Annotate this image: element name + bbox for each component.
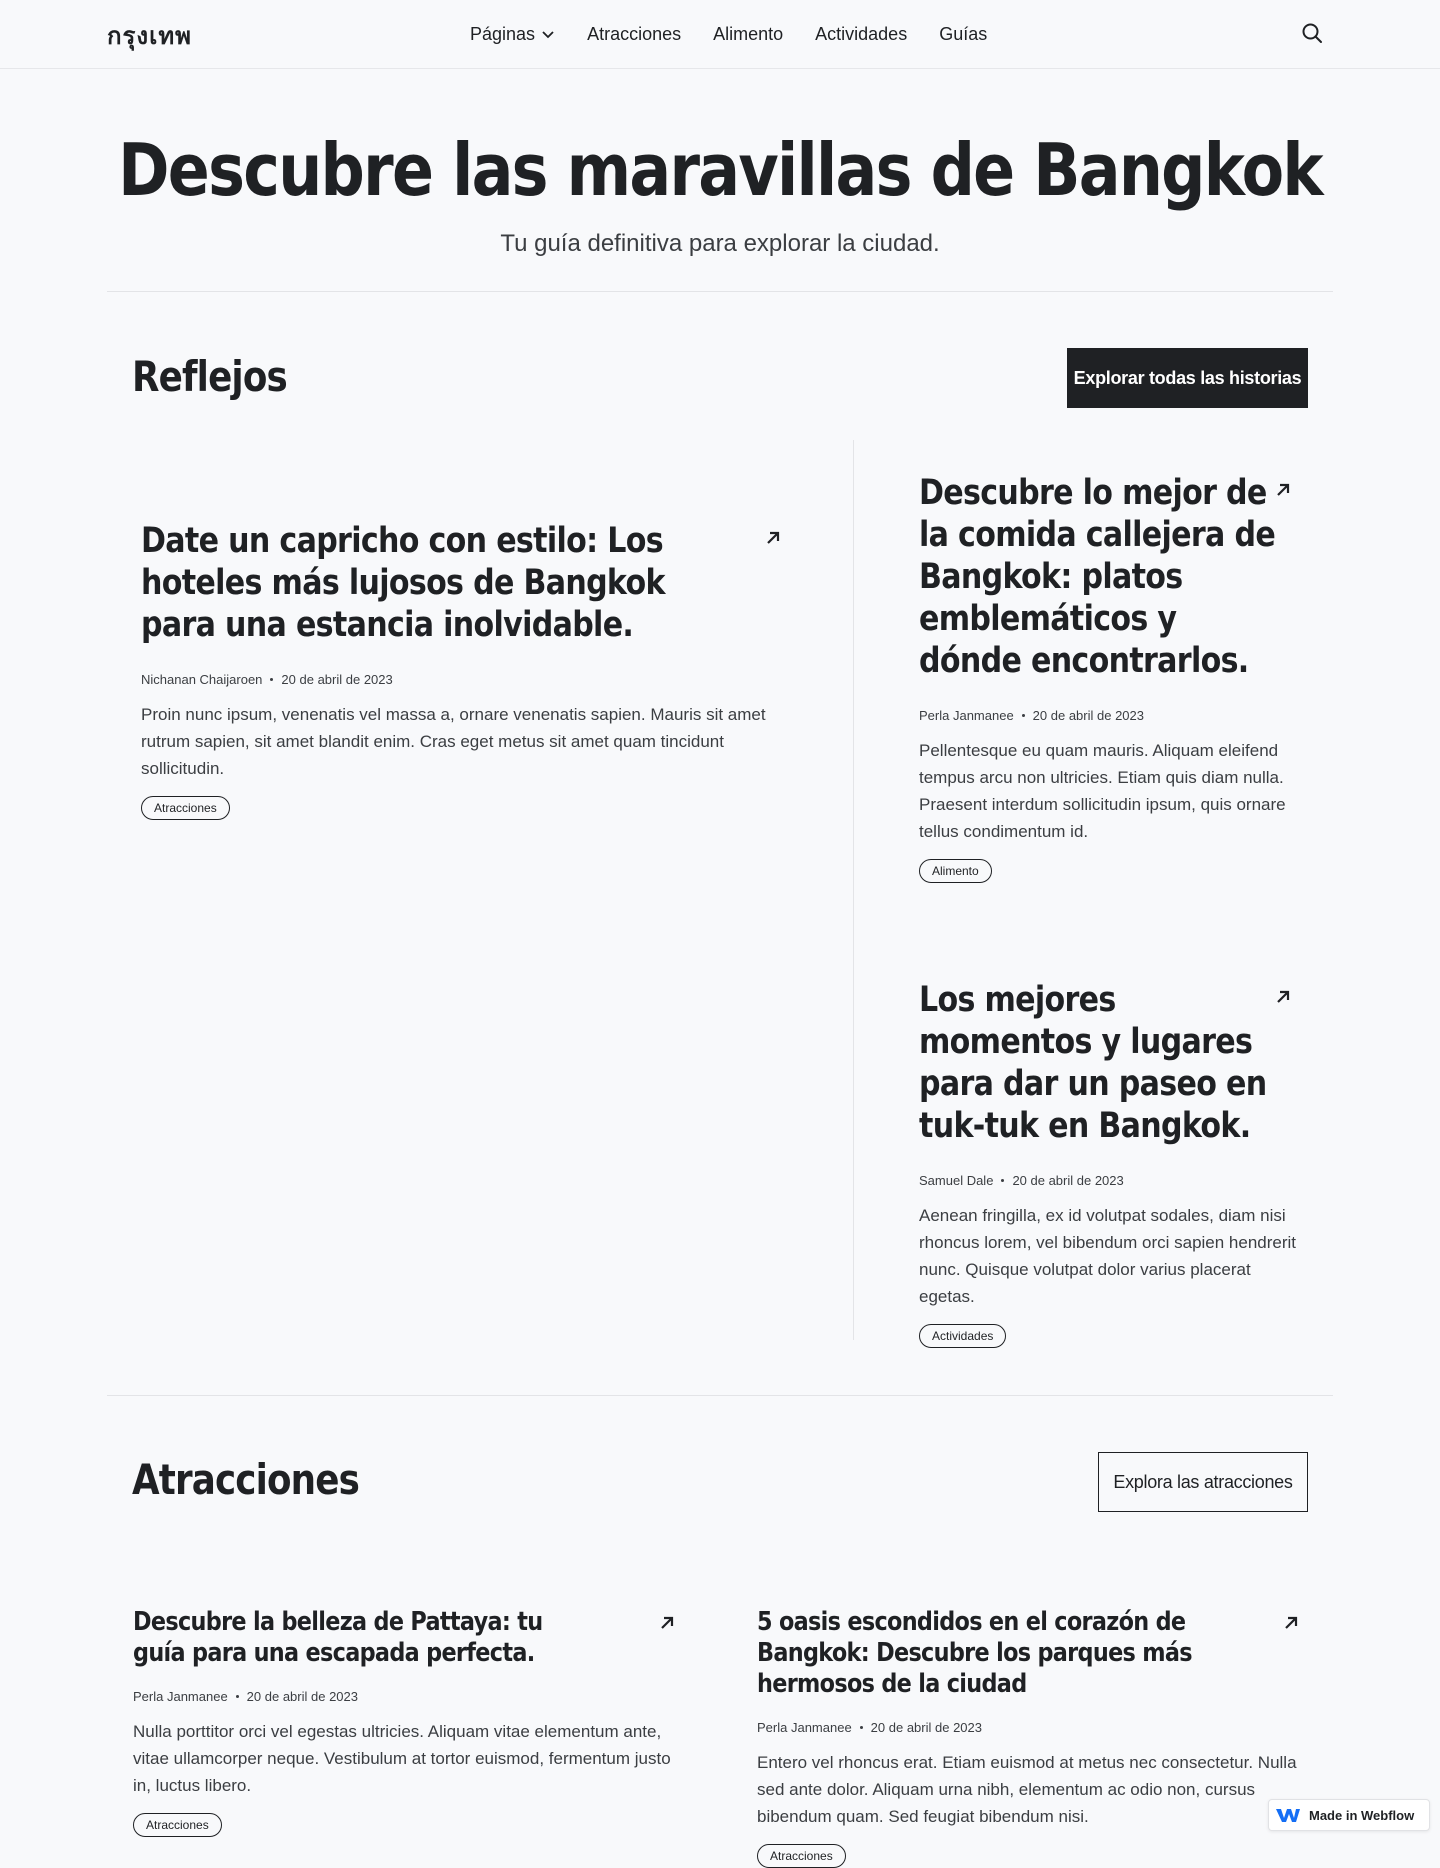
card-excerpt: Nulla porttitor orci vel egestas ultricies. Aliquam vitae elementum ante, vitae ullamcorper neque. Vestibulum at tortor euismod, fermentum justo in, luctus libero. — [133, 1722, 671, 1795]
card-tag[interactable]: Atracciones — [133, 1813, 222, 1837]
nav-item-attractions[interactable]: Atracciones — [587, 23, 682, 44]
nav-links — [470, 20, 987, 48]
brand-logo[interactable]: กรุงเทพ — [107, 22, 192, 50]
explore-all-stories-button[interactable]: Explorar todas las historias — [1067, 348, 1308, 408]
card-date: 20 de abril de 2023 — [246, 1689, 358, 1704]
highlight-card — [141, 520, 791, 820]
arrow-up-right-icon[interactable] — [1273, 480, 1293, 500]
meta-separator — [236, 1695, 239, 1698]
webflow-logo-icon — [1275, 1806, 1301, 1824]
card-author: Samuel Dale — [919, 1173, 994, 1188]
search-icon[interactable] — [1300, 21, 1324, 45]
card-meta — [919, 1173, 1309, 1188]
column-divider — [853, 440, 854, 1340]
card-author: Nichanan Chaijaroen — [141, 672, 263, 687]
nav-item-label: Páginas — [470, 23, 536, 44]
highlights-title: Reflejos — [132, 352, 287, 401]
nav-item-guides[interactable]: Guías — [939, 23, 988, 44]
arrow-up-right-icon[interactable] — [1273, 987, 1293, 1007]
card-excerpt: Aenean fringilla, ex id volutpat sodales, diam nisi rhoncus lorem, vel bibendum orci sapien hendrerit nunc. Quisque volutpat dolor varius placerat egetas. — [919, 1206, 1297, 1306]
card-meta — [141, 672, 791, 687]
card-excerpt: Pellentesque eu quam mauris. Aliquam eleifend tempus arcu non ultricies. Etiam quis diam nulla. Praesent interdum sollicitudin ipsum, quis ornare tellus condimentum id. — [919, 741, 1286, 841]
card-date: 20 de abril de 2023 — [1012, 1173, 1124, 1188]
card-author: Perla Janmanee — [919, 708, 1014, 723]
divider — [107, 1395, 1333, 1396]
card-title[interactable]: Date un capricho con estilo: Los hoteles más lujosos de Bangkok para una estancia inolvidable. — [141, 521, 665, 645]
card-excerpt: Proin nunc ipsum, venenatis vel massa a, ornare venenatis sapien. Mauris sit amet rutrum sapien, sit amet blandit enim. Cras eget metus sit amet quam tincidunt sollicitudin. — [141, 705, 766, 778]
navbar — [0, 0, 1440, 69]
made-in-webflow-badge[interactable] — [1268, 1799, 1430, 1831]
arrow-up-right-icon[interactable] — [1281, 1613, 1301, 1633]
card-excerpt: Entero vel rhoncus erat. Etiam euismod at metus nec consectetur. Nulla sed ante dolor. Aliquam urna nibh, elementum ac odio non, cursus bibendum quam. Sed feugiat bibendum nisi. — [757, 1753, 1297, 1826]
card-meta — [757, 1720, 1302, 1735]
card-meta — [133, 1689, 678, 1704]
nav-item-activities[interactable]: Actividades — [815, 23, 908, 44]
card-tag[interactable]: Actividades — [919, 1324, 1006, 1348]
card-tag[interactable]: Atracciones — [141, 796, 230, 820]
card-tag[interactable]: Alimento — [919, 859, 992, 883]
card-date: 20 de abril de 2023 — [1032, 708, 1144, 723]
arrow-up-right-icon[interactable] — [763, 528, 783, 548]
highlight-card — [919, 472, 1309, 883]
arrow-up-right-icon[interactable] — [657, 1613, 677, 1633]
attractions-title: Atracciones — [132, 1455, 360, 1504]
nav-item-pages[interactable] — [470, 24, 555, 45]
hero-title: Descubre las maravillas de Bangkok — [118, 128, 1322, 212]
hero-subtitle: Tu guía definitiva para explorar la ciudad. — [500, 230, 940, 257]
card-title[interactable]: Los mejores momentos y lugares para dar un paseo en tuk-tuk en Bangkok. — [919, 980, 1267, 1146]
chevron-down-icon — [541, 27, 555, 41]
divider — [107, 291, 1333, 292]
meta-separator — [1022, 714, 1025, 717]
card-date: 20 de abril de 2023 — [281, 672, 393, 687]
card-title[interactable]: Descubre la belleza de Pattaya: tu guía para una escapada perfecta. — [133, 1607, 543, 1668]
meta-separator — [860, 1726, 863, 1729]
attraction-card — [757, 1607, 1302, 1868]
badge-label: Made in Webflow — [1309, 1807, 1415, 1823]
card-author: Perla Janmanee — [133, 1689, 228, 1704]
meta-separator — [270, 678, 273, 681]
highlight-card — [919, 979, 1309, 1348]
card-date: 20 de abril de 2023 — [870, 1720, 982, 1735]
card-tag[interactable]: Atracciones — [757, 1844, 846, 1868]
meta-separator — [1001, 1179, 1004, 1182]
card-meta — [919, 708, 1309, 723]
card-author: Perla Janmanee — [757, 1720, 852, 1735]
card-title[interactable]: 5 oasis escondidos en el corazón de Bangkok: Descubre los parques más hermosos de la ciudad — [757, 1607, 1192, 1699]
nav-item-food[interactable]: Alimento — [713, 23, 784, 44]
explore-attractions-button[interactable]: Explora las atracciones — [1098, 1452, 1308, 1512]
attraction-card — [133, 1607, 678, 1837]
card-title[interactable]: Descubre lo mejor de la comida callejera de Bangkok: platos emblemáticos y dónde encontrarlos. — [919, 473, 1276, 681]
